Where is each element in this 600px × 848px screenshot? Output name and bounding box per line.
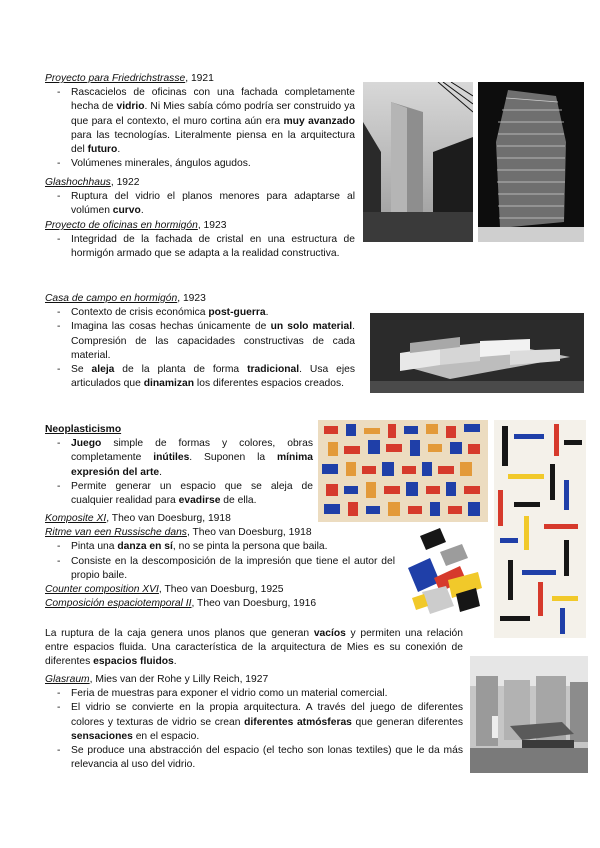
text-run: y permiten una relación entre espacios fluida. Una característica de la arquitectura de Mies es su conexión de diferentes [45,628,463,668]
bullet-item [45,437,313,480]
text-run: en el espacio. [132,730,200,742]
komposite-drawing [318,420,488,522]
text-run: . Compresión de las capacidades constructivas de cada material. [71,321,356,361]
text-run: Imagina las cosas hechas únicamente de [71,321,271,333]
bullet-item [45,306,355,320]
text-run: Permite generar un espacio que se aleja de cualquier realidad para [71,480,313,507]
text-run: . Usa ejes articulados que [71,364,355,390]
bold-text: Juego [71,438,102,450]
friedrichstrasse-drawing [363,82,473,242]
bold-text: post-guerra [208,307,266,319]
ritme-russische-dans-painting [494,420,586,638]
section-heading: Glasraum, Mies van der Rohe y Lilly Reich, 1927 [45,674,269,685]
bullet-list [45,306,355,391]
section-neoplasticismo [45,423,313,508]
bold-text: danza en sí [117,541,173,553]
bold-text: inútiles [153,452,190,464]
text-run: Pinta una [71,541,118,553]
text-run: . [159,466,163,478]
casa-campo-model-photo [370,313,584,393]
bullet-item [45,86,355,157]
section-heading: Proyecto para Friedrichstrasse, 1921 [45,73,214,84]
casa-campo-drawing [370,313,584,393]
section-oficinas-hormigon [45,219,355,262]
ritme-drawing [494,420,586,638]
bullet-list [45,540,395,583]
bullet-list [45,86,355,171]
bold-text: evadirse [178,495,221,507]
text-run: Contexto de crisis económica [71,307,209,319]
bold-text: diferentes atmósferas [244,716,352,728]
text-run: . [117,144,121,156]
text-run: Se [71,364,92,376]
counter-composition-drawing [400,528,488,624]
text-run: los diferentes espacios creados. [194,378,345,390]
section-heading: Proyecto de oficinas en hormigón, 1923 [45,220,227,231]
bullet-item [45,540,395,554]
text-run: Feria de muestras para exponer el vidrio como un material comercial. [71,688,388,700]
section-glashochhaus [45,176,355,219]
bullet-item [45,555,395,583]
bullet-list [45,233,355,261]
text-run: simple de formas y colores, obras completamente [71,438,313,464]
text-run: Se produce una abstracción del espacio (el techo son lonas textiles) que le da más relevancia al uso del vidrio. [71,745,463,771]
section-title: Neoplasticismo [45,424,122,435]
counter-composition-xvi-painting [400,528,488,624]
work-caption: Composición espaciotemporal II, Theo van Doesburg, 1916 [45,598,317,610]
work-caption: Counter composition XVI, Theo van Doesburg, 1925 [45,584,284,596]
bold-text: muy avanzado [283,115,355,127]
work-list [45,512,395,611]
friedrichstrasse-photo [363,82,473,242]
glashochhaus-drawing [478,82,584,242]
text-run: de ella. [220,495,257,507]
paragraph-text [45,628,463,667]
bullet-item [45,701,463,744]
work-caption: Komposite XI, Theo van Doesburg, 1918 [45,513,231,524]
text-run: Consiste en la descomposición de la impresión que tiene el autor del propio baile. [71,555,395,581]
text-run: Integridad de la fachada de cristal en una estructura de hormigón armado que se adapta a la realidad constructiva. [71,234,355,260]
text-run: . Ni Mies sabía cómo podría ser construido ya que para el contexto, el muro cortina aún era [71,101,355,127]
section-casa-campo [45,292,355,391]
bullet-item [45,233,355,261]
bullet-item [45,744,463,772]
bullet-item [45,157,355,171]
glasraum-drawing [470,656,588,773]
text-run: . Suponen la [189,452,277,464]
text-run: Ruptura del vidrio el planos menores para adaptarse al volúmen [71,191,355,217]
section-heading: Casa de campo en hormigón, 1923 [45,293,206,304]
bold-text: aleja [91,364,115,376]
text-run: para las tecnologías. Literalmente piensa en la arquitectura del [71,129,355,156]
text-run: . [173,656,177,668]
text-run: Volúmenes minerales, ángulos agudos. [71,158,251,170]
section-friedrichstrasse [45,72,355,171]
bold-text: curvo [112,205,141,217]
text-run: de la planta de forma [114,364,248,376]
bold-text: sensaciones [71,730,133,742]
section-glasraum [45,673,463,772]
bullet-item [45,320,355,363]
bold-text: mínima expresión del arte [71,452,313,478]
bullet-item [45,687,463,701]
text-run: que generan diferentes [351,716,463,728]
text-run: , no se pinta la persona que baila. [172,541,328,553]
glashochhaus-photo [478,82,584,242]
bold-text: tradicional [247,364,300,376]
bullet-item [45,363,355,391]
bullet-item [45,190,355,218]
text-run: El vidrio se convierte en la propia arquitectura. A través del juego de diferentes colores y texturas de vidrio se crean [71,702,463,728]
bullet-list [45,190,355,218]
bold-text: un solo material [270,321,353,333]
text-run: La ruptura de la caja genera unos planos que generan [45,628,314,639]
bullet-list [45,437,313,508]
bullet-list [45,687,463,772]
work-caption: Ritme van een Russische dans, Theo van Doesburg, 1918 [45,527,312,539]
bold-text: espacios fluidos [93,656,174,668]
text-run: Rascacielos de oficinas con una fachada completamente hecha de [71,87,355,113]
glasraum-photo [470,656,588,773]
bold-text: vacíos [313,628,346,639]
bullet-item [45,480,313,508]
bold-text: dinamizan [143,378,195,390]
bold-text: vidrio [116,101,145,113]
paragraph-ruptura [45,627,463,670]
text-run: . [140,205,144,217]
section-heading: Glashochhaus, 1922 [45,177,140,188]
text-run: . [265,307,269,319]
bold-text: futuro [87,144,118,156]
komposite-xi-painting [318,420,488,522]
